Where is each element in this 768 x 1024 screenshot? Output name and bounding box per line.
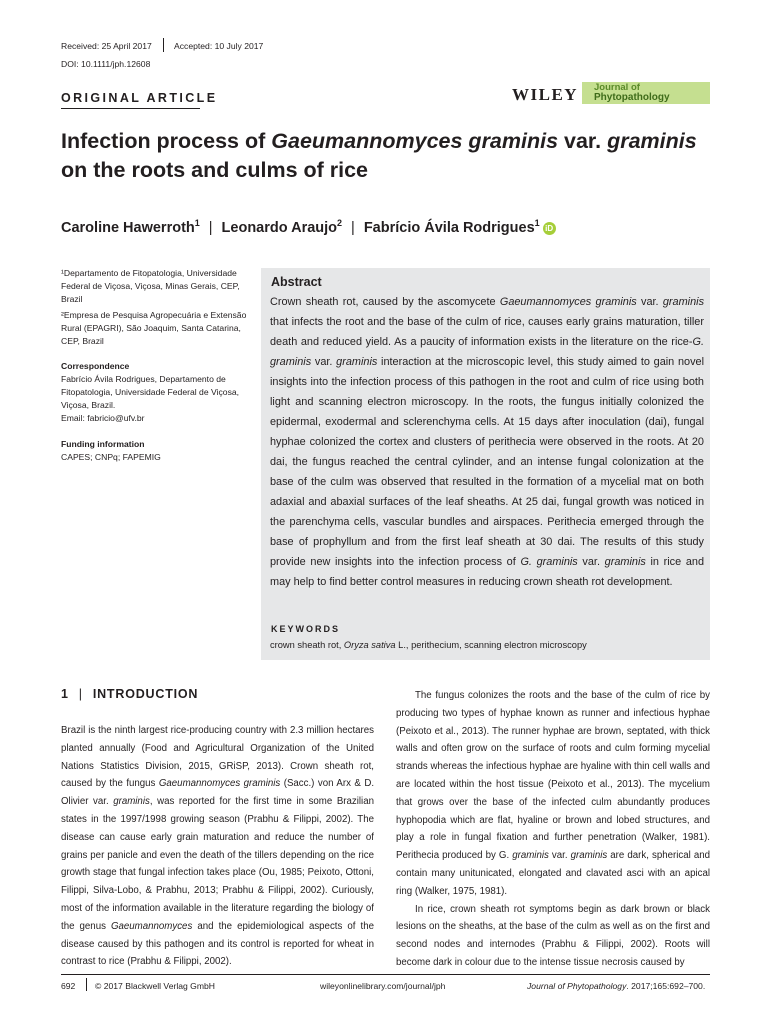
page-number: 692	[61, 981, 76, 991]
abstract-box	[261, 268, 710, 660]
author-list: Caroline Hawerroth$^1$ | Leonardo Araujo$^2$ | Fabrício Ávila Rodrigues$^1$iD	[61, 218, 556, 236]
publisher-logo: WILEY	[512, 85, 579, 104]
correspondence-body: Fabrício Ávila Rodrigues, Departamento de Fitopatologia, Universidade Federal de Viçosa, Viçosa, Brazil.	[61, 374, 240, 411]
footer-divider	[86, 978, 87, 991]
journal-badge-line1: Journal of	[594, 82, 640, 93]
keywords-list: crown sheath rot, Oryza sativa L., perithecium, scanning electron microscopy	[270, 640, 587, 650]
orcid-icon[interactable]: iD	[543, 222, 556, 235]
intro-paragraph: In rice, crown sheath rot symptoms begin as dark brown or black lesions on the sheaths, at the base of the culm as well as on the first and second nodes and internodes (Prabhu & Filippi, 2002). Roots will become dark in colour due to the intense tissue necrosis caused by	[396, 903, 710, 968]
keywords-heading: KEYWORDS	[271, 624, 341, 634]
affiliation-1: ¹Departamento de Fitopatologia, Universidade Federal de Viçosa, Viçosa, Minas Gerais, CEP, Brazil	[61, 268, 240, 304]
abstract-text: Crown sheath rot, caused by the ascomycete Gaeumannomyces graminis var. graminis that infects the root and the base of the culm of rice, causes early grains maturation, tiller death and reduced yield. As a paucity of information exists in the literature on the rice-G. graminis var. graminis interaction at the microscopic level, this study aimed to gain novel insights into the infection process of this pathogen in the root and culm of rice using both light and scanning electron microscopy. In the roots, the fungus initially colonized the epidermal, exodermal and sclerenchyma cells. At 15 days after inoculation (dai), fungal hyphae colonized the cortex and clusters of perithecia were observed in the roots. At 20 dai, the fungus reached the central cylinder, and an intense fungal colonization at the base of the culm was observed that resulted in the formation of a mycelial mat on both adaxial and abaxial surfaces of the leaf sheaths. At 25 dai, fungal growth was noticed in the parenchyma cells, vascular bundles and airspaces. Perithecia emerged through the base of prophyllum and from the first leaf sheath at 30 dai. The results of this study provide new insights into the infection process of G. graminis var. graminis in rice and may help to find better control measures in reducing crown sheath rot development.	[270, 296, 705, 588]
affiliation-2: ²Empresa de Pesquisa Agropecuária e Extensão Rural (EPAGRI), São Joaquim, Santa Catarina, CEP, Brazil	[61, 309, 247, 346]
journal-badge-line2: Phytopathology	[594, 92, 670, 103]
copyright: © 2017 Blackwell Verlag GmbH	[95, 981, 216, 991]
author-name[interactable]: Fabrício Ávila Rodrigues	[363, 219, 535, 236]
correspondence-heading: Correspondence	[61, 361, 130, 372]
abstract-heading: Abstract	[271, 275, 322, 289]
author-separator: |	[208, 219, 213, 236]
section-heading-introduction: 1 | INTRODUCTION	[61, 687, 199, 701]
received-date: Received: 25 April 2017	[61, 41, 152, 51]
journal-badge	[582, 82, 710, 104]
footer-rule	[61, 974, 710, 975]
affiliations-panel	[61, 267, 251, 464]
doi[interactable]: DOI: 10.1111/jph.12608	[61, 59, 151, 69]
intro-column-left	[61, 722, 374, 971]
author-separator: |	[351, 219, 355, 236]
author-name[interactable]: Caroline Hawerroth	[61, 219, 195, 236]
correspondence-email[interactable]: Email: fabricio@ufv.br	[61, 413, 145, 424]
funding-heading: Funding information	[61, 438, 145, 449]
article-type-underline	[61, 108, 200, 109]
intro-paragraph: Brazil is the ninth largest rice-producing country with 2.3 million hectares planted annually (Food and Agricultural Organization of the United Nations Statistics Division, 2015, GRiSP, 2013). Crown sheath rot, caused by the fungus Gaeumannomyces graminis (Sacc.) von Arx & D. Olivier var. graminis, was reported for the first time in some Brazilian states in the 1997/1998 growing season (Prabhu & Filippi, 2002). The disease can cause early grain maturation and reduce the number of grains per panicle and even the death of the tillers depending on the rice growth stage that fungal infection takes place (Ou, 1985; Peixoto, Ottoni, Filippi, Silva-Lobo, & Prabhu, 2013; Prabhu & Filippi, 2002). Curiously, most of the information available in the literature regarding the biology of the genus Gaeumannomyces and the epidemiological aspects of the disease caused by this pathogen and its control is reported for wheat in contrast to rice (Prabhu & Filippi, 2002).	[61, 725, 375, 968]
article-type: ORIGINAL ARTICLE	[61, 91, 218, 105]
intro-paragraph: The fungus colonizes the roots and the base of the culm of rice by producing two types of hyphae known as runner and infectious hyphae (Peixoto et al., 2013). The runner hyphae are brown, septated, with thick walls and often grow on the surface of roots and culm forming mycelial strands whereas the infectious hyphae are hyaline with thin cell walls and are located within the host tissue (Peixoto et al., 2013). The mycelium that grows over the base of the infected culm abundantly produces hyphopodia which are flat, hyaline or brown and lobed structures, and play a role in fungal fixation and further penetration (Walker, 1981). Perithecia produced by G. graminis var. graminis are dark, spherical and contain many unitunicated, elongated and clavated asci with an apical ring (Walker, 1975, 1981).	[396, 690, 710, 897]
intro-column-right	[396, 687, 710, 972]
funding-body: CAPES; CNPq; FAPEMIG	[61, 451, 161, 462]
journal-url[interactable]: wileyonlinelibrary.com/journal/jph	[320, 981, 446, 991]
accepted-date: Accepted: 10 July 2017	[174, 41, 264, 51]
citation: Journal of Phytopathology. 2017;165:692–700.	[527, 981, 706, 991]
header-divider	[163, 38, 164, 52]
article-title: Infection process of Gaeumannomyces graminis var. graminis on the roots and culms of rice	[61, 129, 697, 182]
author-name[interactable]: Leonardo Araujo	[221, 219, 338, 236]
